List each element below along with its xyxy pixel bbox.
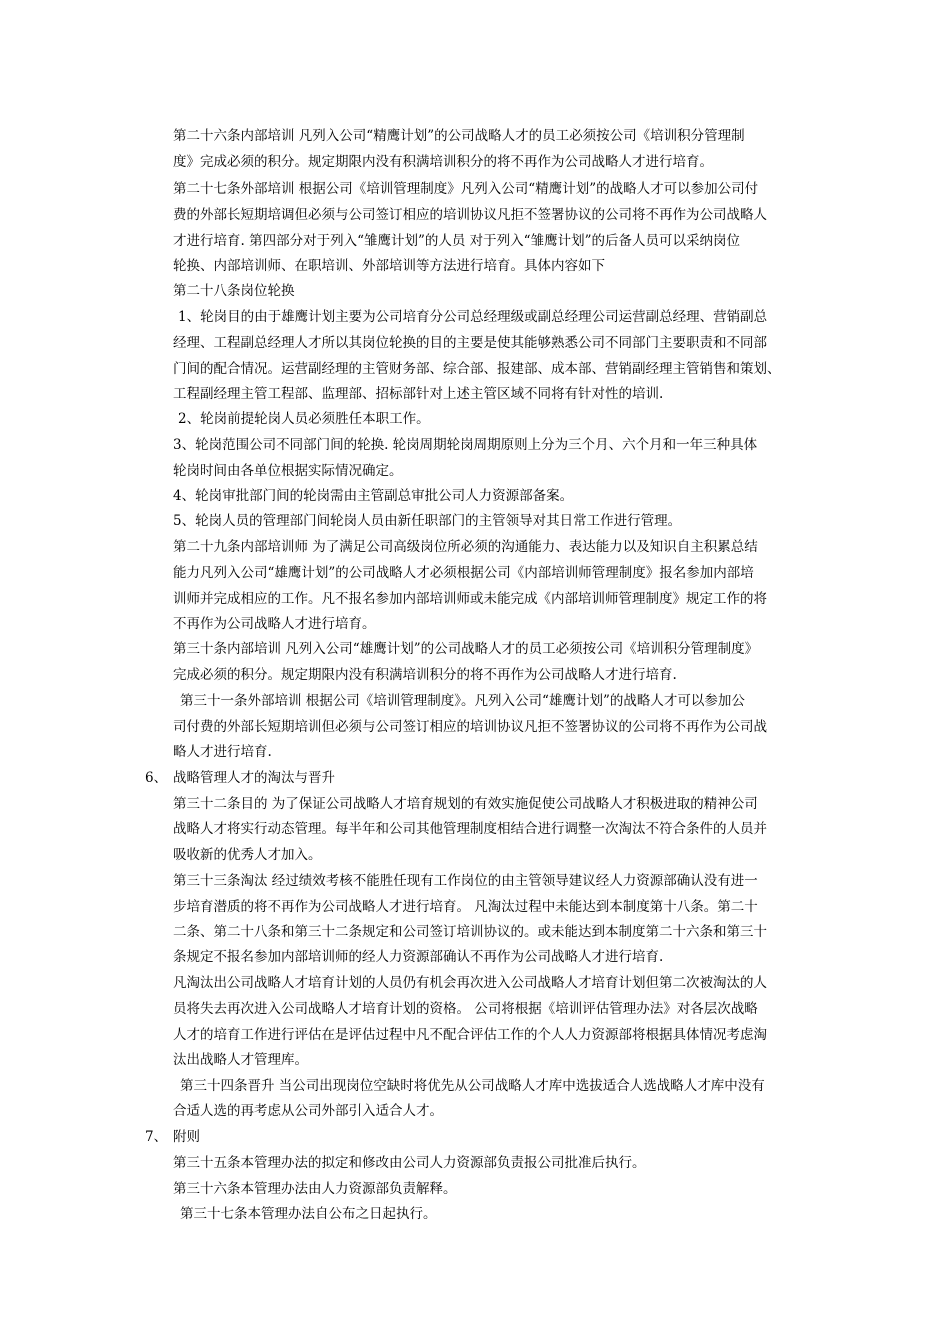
text-line: 第二十七条外部培训 根据公司《培训管理制度》凡列入公司“精鹰计划”的战略人才可以参加公司付 — [173, 181, 759, 197]
text-line: 战略人才将实行动态管理。每半年和公司其他管理制度相结合进行调整一次淘汰不符合条件的人员并 — [173, 821, 767, 837]
text-line: 不再作为公司战略人才进行培育。 — [173, 616, 376, 632]
text-line: 第三十条内部培训 凡列入公司“雄鹰计划”的公司战略人才的员工必须按公司《培训积分管理制度》 — [173, 641, 759, 657]
text-line: 轮岗时间由各单位根据实际情况确定。 — [173, 463, 403, 479]
text-line: 第三十一条外部培训 根据公司《培训管理制度》。凡列入公司“雄鹰计划”的战略人才可以参加公 — [180, 693, 745, 709]
text-line: 经理、工程副总经理人才所以其岗位轮换的目的主要是使其能够熟悉公司不同部门主要职责和不同部 — [173, 335, 767, 351]
text-line: 第三十六条本管理办法由人力资源部负责解释。 — [173, 1181, 457, 1197]
text-line: 第二十九条内部培训师 为了满足公司高级岗位所必须的沟通能力、表达能力以及知识自主积累总结 — [173, 539, 758, 555]
text-line: 4、轮岗审批部门间的轮岗需由主管副总审批公司人力资源部备案。 — [173, 488, 574, 504]
text-line: 能力凡列入公司“雄鹰计划”的公司战略人才必须根据公司《内部培训师管理制度》报名参加内部培 — [173, 565, 754, 581]
text-line: 度》完成必须的积分。规定期限内没有积满培训积分的将不再作为公司战略人才进行培育。 — [173, 154, 713, 170]
text-line: 才进行培育. 第四部分对于列入“雏鹰计划”的人员 对于列入“雏鹰计划”的后备人员可以采纳岗位 — [173, 233, 740, 249]
text-line: 条规定不报名参加内部培训师的经人力资源部确认不再作为公司战略人才进行培育. — [173, 949, 664, 965]
text-line: 步培育潜质的将不再作为公司战略人才进行培育。 凡淘汰过程中未能达到本制度第十八条。第二十 — [173, 899, 758, 915]
text-line: 第三十三条淘汰 经过绩效考核不能胜任现有工作岗位的由主管领导建议经人力资源部确认没有进一 — [173, 873, 758, 889]
section-title: 战略管理人才的淘汰与晋升 — [173, 770, 335, 786]
text-line: 训师并完成相应的工作。凡不报名参加内部培训师或未能完成《内部培训师管理制度》规定工作的将 — [173, 591, 767, 607]
text-line: 略人才进行培育. — [173, 744, 272, 760]
text-line: 司付费的外部长短期培训但必须与公司签订相应的培训协议凡拒不签署协议的公司将不再作为公司战 — [173, 719, 767, 735]
text-line: 轮换、内部培训师、在职培训、外部培训等方法进行培育。具体内容如下 — [173, 258, 605, 274]
text-line: 第三十四条晋升 当公司出现岗位空缺时将优先从公司战略人才库中选拔适合人选战略人才库中没有 — [180, 1078, 765, 1094]
text-line: 凡淘汰出公司战略人才培育计划的人员仍有机会再次进入公司战略人才培育计划但第二次被淘汰的人 — [173, 975, 767, 991]
section-title: 附则 — [173, 1129, 200, 1145]
text-line: 第二十八条岗位轮换 — [173, 283, 295, 299]
text-line: 工程副经理主管工程部、监理部、招标部针对上述主管区域不同将有针对性的培训. — [173, 386, 664, 402]
text-line: 费的外部长短期培调但必须与公司签订相应的培训协议凡拒不签署协议的公司将不再作为公司战略人 — [173, 207, 767, 223]
text-line: 2、轮岗前提轮岗人员必须胜任本职工作。 — [178, 411, 430, 427]
text-line: 门间的配合情况。运营副经理的主管财务部、综合部、报建部、成本部、营销副经理主管销售和策划、 — [173, 361, 781, 377]
text-line: 1、轮岗目的由于雄鹰计划主要为公司培育分公司总经理级或副总经理公司运营副总经理、营销副总 — [178, 309, 768, 325]
text-line: 第三十二条目的 为了保证公司战略人才培育规划的有效实施促使公司战略人才积极进取的精神公司 — [173, 796, 758, 812]
text-line: 3、轮岗范围公司不同部门间的轮换. 轮岗周期轮岗周期原则上分为三个月、六个月和一年三种具体 — [173, 437, 758, 453]
text-line: 员将失去再次进入公司战略人才培育计划的资格。 公司将根据《培训评估管理办法》对各层次战略 — [173, 1001, 758, 1017]
text-line: 第二十六条内部培训 凡列入公司“精鹰计划”的公司战略人才的员工必须按公司《培训积分管理制 — [173, 128, 745, 144]
text-line: 第三十五条本管理办法的拟定和修改由公司人力资源部负责报公司批准后执行。 — [173, 1155, 646, 1171]
section-number: 7、 — [145, 1129, 168, 1145]
text-line: 汰出战略人才管理库。 — [173, 1052, 308, 1068]
text-line: 5、轮岗人员的管理部门间轮岗人员由新任职部门的主管领导对其日常工作进行管理。 — [173, 513, 682, 529]
text-line: 吸收新的优秀人才加入。 — [173, 847, 322, 863]
text-line: 第三十七条本管理办法自公布之日起执行。 — [180, 1206, 437, 1222]
section-number: 6、 — [145, 770, 168, 786]
text-line: 二条、第二十八条和第三十二条规定和公司签订培训协议的。或未能达到本制度第二十六条和第三十 — [173, 924, 767, 940]
text-line: 合适人选的再考虑从公司外部引入适合人才。 — [173, 1103, 443, 1119]
text-line: 完成必须的积分。规定期限内没有积满培训积分的将不再作为公司战略人才进行培育. — [173, 667, 677, 683]
text-line: 人才的培育工作进行评估在是评估过程中凡不配合评估工作的个人人力资源部将根据具体情况考虑淘 — [173, 1027, 767, 1043]
